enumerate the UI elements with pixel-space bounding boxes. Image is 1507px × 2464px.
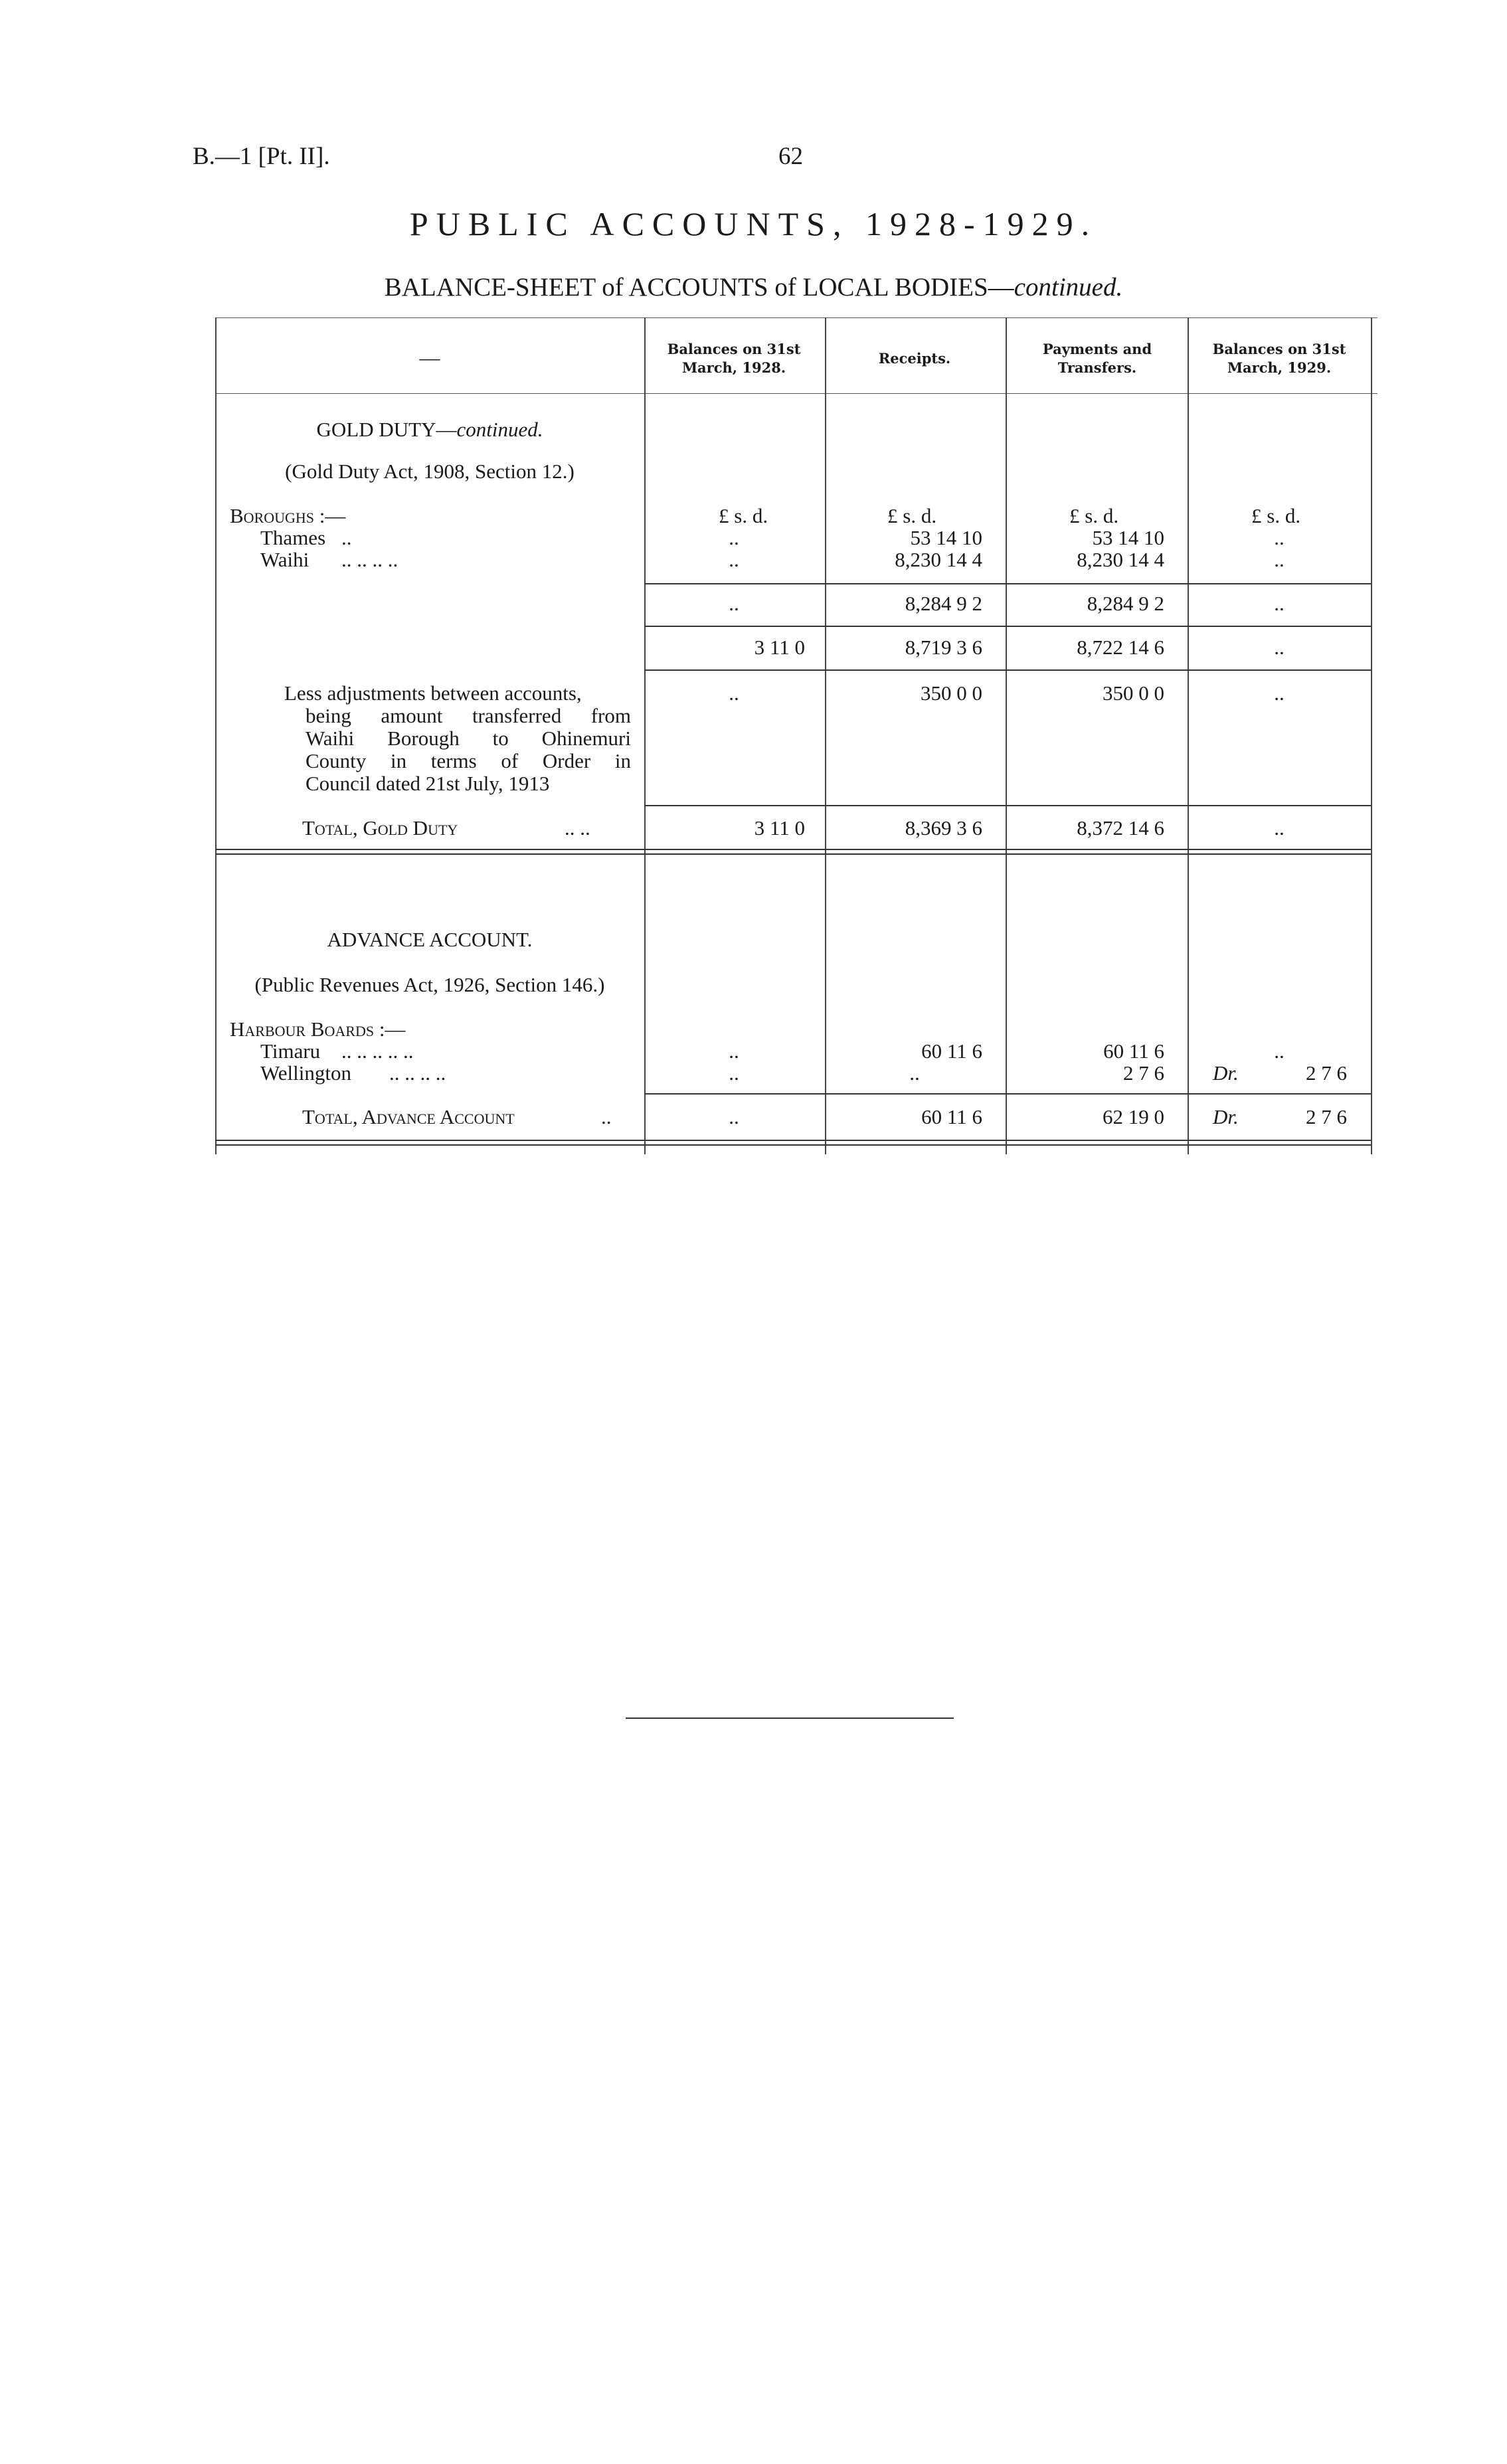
units-receipts: £ s. d.: [887, 504, 937, 527]
subtitle-continued: continued.: [1014, 273, 1123, 302]
subtotal-payments: 8,284 9 2: [1087, 592, 1164, 615]
gold-total-receipts: 8,369 3 6: [905, 816, 982, 839]
column-head-blank: —: [419, 346, 440, 369]
column-divider-2: [825, 317, 826, 1154]
page-number: 62: [778, 143, 803, 170]
subtotal2-opening: 3 11 0: [754, 636, 805, 659]
adjust-closing: ..: [1274, 681, 1285, 705]
advance-total-rule: [644, 1093, 1371, 1095]
adjust-line-3: Waihi Borough to Ohinemuri: [306, 727, 631, 750]
adjust-line-5: Council dated 21st July, 1913: [306, 772, 550, 795]
subtitle-main: BALANCE-SHEET of ACCOUNTS of LOCAL BODIES—: [384, 273, 1014, 302]
table-row-label: Waihi: [260, 548, 310, 571]
page-title: PUBLIC ACCOUNTS, 1928-1929.: [409, 205, 1098, 242]
gold-duty-act: (Gold Duty Act, 1908, Section 12.): [285, 460, 575, 483]
page-subtitle: [0, 272, 1507, 302]
subtotal2-closing: ..: [1274, 636, 1285, 659]
column-divider-1: [644, 317, 646, 1154]
subtotal2-receipts: 8,719 3 6: [905, 636, 982, 659]
cell-receipts: ..: [909, 1061, 920, 1085]
cell-receipts: 60 11 6: [921, 1039, 982, 1063]
cell-receipts: 53 14 10: [910, 526, 982, 549]
subtotal-rule: [644, 583, 1371, 584]
table-bottom-rule-double: [215, 1144, 1371, 1146]
advance-group-label: Harbour Boards :—: [230, 1017, 406, 1041]
column-head-closing: Balances on 31st March, 1929.: [1212, 341, 1346, 376]
cell-payments: 2 7 6: [1123, 1061, 1164, 1085]
cell-opening: ..: [729, 1039, 739, 1063]
column-head-payments: Payments and Transfers.: [1042, 341, 1152, 376]
leader-dots: .. ..: [565, 816, 590, 839]
header-bottom-rule: [215, 393, 1377, 394]
advance-total-closing: 2 7 6: [1306, 1105, 1347, 1128]
leader-dots: .. .. .. ..: [389, 1061, 446, 1085]
column-head-opening: Balances on 31st March, 1928.: [667, 341, 801, 376]
table-row-label: Wellington: [260, 1061, 351, 1085]
cell-closing: ..: [1274, 548, 1285, 571]
units-payments: £ s. d.: [1069, 504, 1119, 527]
adjust-line-1: Less adjustments between accounts,: [284, 681, 582, 705]
subtotal2-rule: [644, 626, 1371, 627]
page-reference: B.—1 [Pt. II].: [193, 143, 330, 170]
table-row-label: Timaru: [260, 1039, 321, 1063]
gold-section-end-rule-double: [215, 853, 1371, 855]
units-closing: £ s. d.: [1251, 504, 1301, 527]
column-head-receipts: Receipts.: [878, 350, 951, 367]
adjust-receipts: 350 0 0: [921, 681, 982, 705]
cell-opening: ..: [729, 1061, 739, 1085]
cell-closing: ..: [1274, 526, 1285, 549]
cell-payments: 60 11 6: [1103, 1039, 1164, 1063]
gold-total-label: Total, Gold Duty: [302, 816, 458, 839]
table-top-rule: [215, 317, 1377, 318]
table-left-border: [215, 317, 217, 1154]
cell-closing-dr: Dr.: [1213, 1061, 1239, 1085]
leader-dots: ..: [601, 1105, 612, 1128]
table-right-border: [1371, 317, 1372, 1154]
gold-total-payments: 8,372 14 6: [1077, 816, 1164, 839]
leader-dots: .. .. .. ..: [341, 548, 399, 571]
table-bottom-rule: [215, 1140, 1371, 1141]
gold-total-closing: ..: [1274, 816, 1285, 839]
subtotal-receipts: 8,284 9 2: [905, 592, 982, 615]
gold-total-opening: 3 11 0: [754, 816, 805, 839]
gold-section-end-rule: [215, 849, 1371, 850]
cell-receipts: 8,230 14 4: [895, 548, 982, 571]
gold-duty-heading-main: GOLD DUTY—: [316, 418, 457, 441]
advance-total-receipts: 60 11 6: [921, 1105, 982, 1128]
adjust-line-2: being amount transferred from: [306, 704, 631, 727]
cell-opening: ..: [729, 548, 739, 571]
adjust-line-4: County in terms of Order in: [306, 749, 631, 772]
cell-payments: 53 14 10: [1092, 526, 1164, 549]
advance-heading: ADVANCE ACCOUNT.: [327, 928, 533, 951]
cell-payments: 8,230 14 4: [1077, 548, 1164, 571]
gold-group-label: Boroughs :—: [230, 504, 346, 527]
leader-dots: ..: [341, 526, 352, 549]
subtotal-opening: ..: [729, 592, 739, 615]
gold-duty-heading: [215, 418, 644, 441]
cell-closing: 2 7 6: [1306, 1061, 1347, 1085]
cell-closing: ..: [1274, 1039, 1285, 1063]
gold-total-rule: [644, 805, 1371, 806]
advance-act: (Public Revenues Act, 1926, Section 146.): [254, 973, 605, 996]
adjust-payments: 350 0 0: [1103, 681, 1164, 705]
end-separator-rule: [626, 1717, 954, 1719]
adjust-opening: ..: [729, 681, 739, 705]
adjust-rule: [644, 669, 1371, 671]
table-row-label: Thames: [260, 526, 326, 549]
leader-dots: .. .. .. .. ..: [341, 1039, 414, 1063]
advance-total-closing-dr: Dr.: [1213, 1105, 1239, 1128]
subtotal-closing: ..: [1274, 592, 1285, 615]
gold-duty-heading-continued: continued.: [456, 418, 543, 441]
column-divider-4: [1188, 317, 1189, 1154]
units-opening: £ s. d.: [719, 504, 768, 527]
cell-opening: ..: [729, 526, 739, 549]
advance-total-label: Total, Advance Account: [302, 1105, 515, 1128]
advance-total-payments: 62 19 0: [1103, 1105, 1164, 1128]
subtotal2-payments: 8,722 14 6: [1077, 636, 1164, 659]
advance-total-opening: ..: [729, 1105, 739, 1128]
column-divider-3: [1006, 317, 1007, 1154]
